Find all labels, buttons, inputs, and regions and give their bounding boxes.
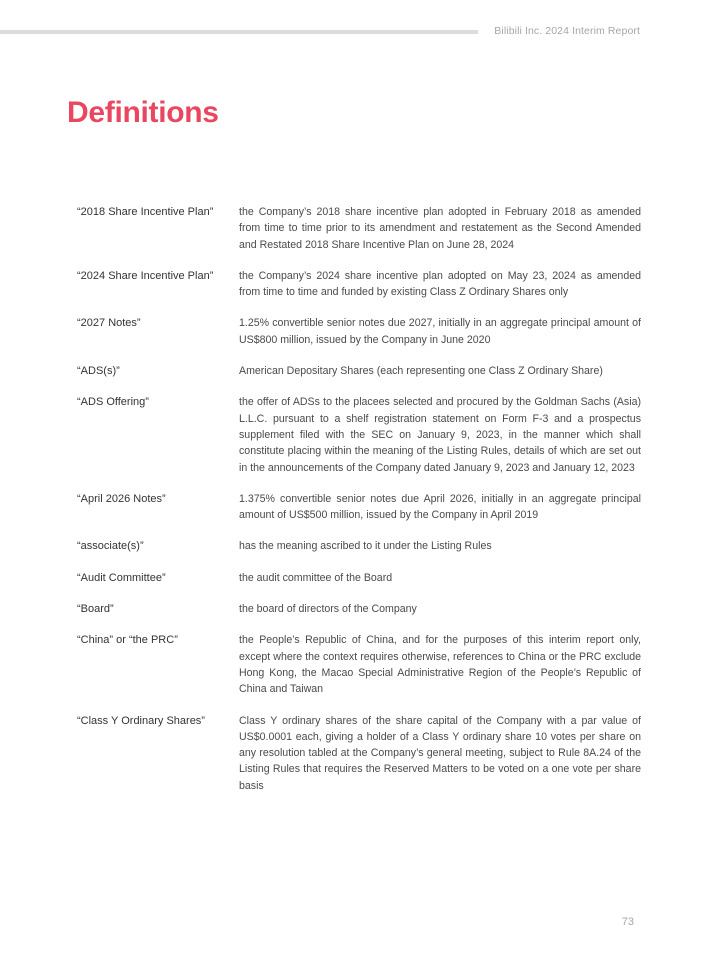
definitions-list [77,204,641,809]
definition-term: “Board” [77,603,114,616]
definition-text: the audit committee of the Board [239,571,393,584]
definition-row [77,394,641,475]
definition-term: “2018 Share Incentive Plan” [77,206,214,218]
definition-row [77,632,641,697]
definition-row [77,601,641,617]
definition-row [77,713,641,794]
definition-text: has the meaning ascribed to it under the Listing Rules [239,540,492,553]
definition-row [77,315,641,348]
page-number: 73 [621,916,634,928]
definition-text: Class Y ordinary shares of the share capital of the Company with a par value of US$0.0001 each, giving a holder of a Class Y ordinary share 10 votes per share on any resolution tabled at the Company’s general meeting, subject to Rule 8A.24 of the Listing Rules that requires the Reserved Matters to be voted on a one vote per share basis [239,714,641,792]
definition-text: the offer of ADSs to the placees selected and procured by the Goldman Sachs (Asia) L.L.C. pursuant to a shelf registration statement on Form F-3 and a prospectus supplement filed with the SEC on January 9, 2023, in the manner which shall constitute placing within the meaning of the Listing Rules, details of which are set out in the announcements of the Company dated January 9, 2023 and January 12, 2023 [239,396,641,474]
header-rule [0,30,478,34]
definition-term: “April 2026 Notes” [77,492,166,505]
definition-term: “2027 Notes” [77,317,141,330]
definition-text: 1.375% convertible senior notes due April 2026, initially in an aggregate principal amount of US$500 million, issued by the Company in April 2019 [239,492,641,522]
definition-term: “Class Y Ordinary Shares” [77,714,205,727]
definition-term: “ADS Offering” [77,396,149,409]
page-title: Definitions [67,96,219,129]
definition-term: “Audit Committee” [77,571,166,584]
definition-row [77,204,641,253]
definition-term: “China” or “the PRC” [77,634,178,647]
definition-text: 1.25% convertible senior notes due 2027, initially in an aggregate principal amount of US$800 million, issued by the Company in June 2020 [239,317,641,346]
definition-text: the Company’s 2018 share incentive plan adopted in February 2018 as amended from time to time prior to its amendment and restatement as the Second Amended and Restated 2018 Share Incentive Plan on June 28, 2024 [239,206,641,251]
definition-term: “ADS(s)” [77,365,120,378]
definition-text: the People’s Republic of China, and for the purposes of this interim report only, except where the context requires otherwise, references to China or the PRC exclude Hong Kong, the Macao Special Administrative Region of the People’s Republic of China and Taiwan [239,634,641,696]
definition-text: the board of directors of the Company [239,603,417,616]
definition-term: “associate(s)” [77,540,144,553]
definition-row [77,268,641,301]
definition-text: the Company’s 2024 share incentive plan adopted on May 23, 2024 as amended from time to time and funded by existing Class Z Ordinary Shares only [239,269,641,299]
running-header: Bilibili Inc. 2024 Interim Report [494,25,640,37]
definition-row [77,363,641,379]
definition-row [77,491,641,524]
definition-row [77,570,641,586]
definition-term: “2024 Share Incentive Plan” [77,269,214,282]
definition-row [77,538,641,554]
definition-text: American Depositary Shares (each representing one Class Z Ordinary Share) [239,365,603,378]
